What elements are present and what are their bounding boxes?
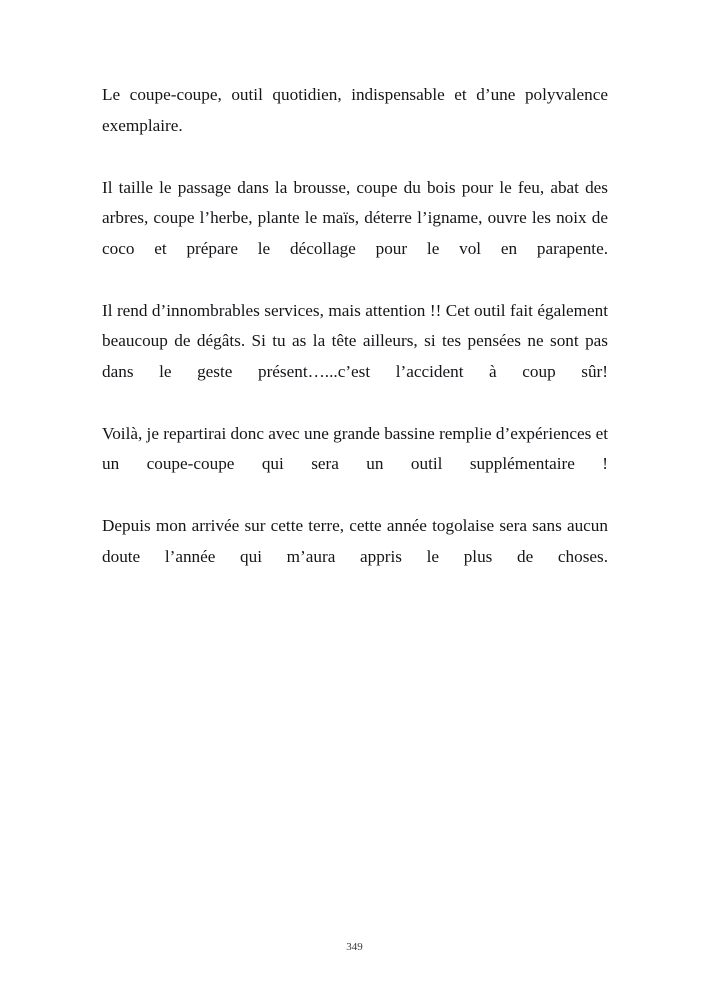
paragraph: Voilà, je repartirai donc avec une grande bassine remplie d’expériences et un coupe-coupe qui sera un outil supplémentaire ! bbox=[102, 423, 609, 473]
paragraph: Il taille le passage dans la brousse, coupe du bois pour le feu, abat des arbres, coupe l’herbe, plante le maïs, déterre l’igname, ouvre les noix de coco et prépare le décollage pour le vol en parapente. bbox=[102, 177, 608, 258]
page-number: 349 bbox=[346, 941, 363, 953]
paragraph: Le coupe-coupe, outil quotidien, indispensable et d’une polyvalence exemplaire. bbox=[102, 85, 608, 135]
paragraph: Depuis mon arrivée sur cette terre, cette année togolaise sera sans aucun doute l’année qui m’aura appris le plus de choses. bbox=[102, 516, 608, 566]
page-body-text bbox=[102, 80, 608, 604]
paragraph: Il rend d’innombrables services, mais attention !! Cet outil fait également beaucoup de dégâts. Si tu as la tête ailleurs, si tes pensées ne sont pas dans le geste présent…...c’est l’accident à coup sûr! bbox=[102, 300, 608, 381]
